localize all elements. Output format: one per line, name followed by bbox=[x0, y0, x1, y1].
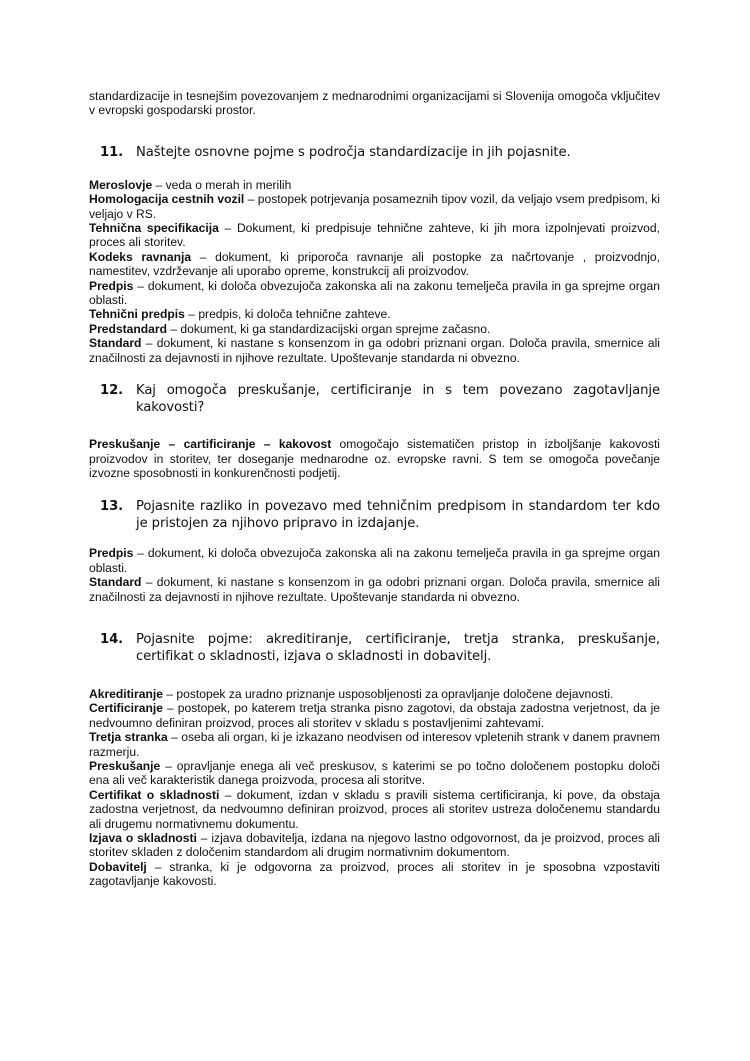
definition-term: Preskušanje bbox=[89, 758, 161, 773]
definition-text: – oseba ali organ, ki je izkazano neodvisen od interesov vpletenih strank v danem pravnem razmerju. bbox=[89, 730, 660, 759]
intro-paragraph: standardizacije in tesnejšim povezovanjem z mednarodnimi organizacijami si Slovenija omogoča vključitev v evropski gospodarski prostor. bbox=[89, 89, 660, 118]
definition-text: – dokument, izdan v skladu s pravili sistema certificiranja, ki pove, da obstaja zadostna verjetnost, da nedvoumno definiran proizvod, proces ali storitev ustreza določenemu standardu ali drugemu normativnemu dokumentu. bbox=[89, 787, 661, 831]
definition-item bbox=[89, 336, 660, 365]
definition-text: – dokument, ki določa obvezujoča zakonska ali na zakonu temelječa pravila in ga sprejme organ oblasti. bbox=[89, 546, 660, 575]
definition-text: – veda o merah in merilih bbox=[152, 177, 292, 192]
definition-term: Predpis bbox=[89, 278, 134, 293]
definition-text: – dokument, ki določa obvezujoča zakonska ali na zakonu temelječa pravila in ga sprejme organ oblasti. bbox=[89, 278, 660, 308]
section-13 bbox=[89, 498, 660, 604]
section-12 bbox=[89, 382, 660, 480]
definition-item bbox=[89, 322, 660, 336]
definition-text: – predpis, ki določa tehnične zahteve. bbox=[184, 307, 391, 322]
definition-text: – stranka, ki je odgovorna za proizvod, proces ali storitev in je sposobna vzpostaviti zagotavljanje kakovosti. bbox=[89, 859, 660, 889]
section-11 bbox=[89, 144, 660, 365]
definition-item bbox=[89, 701, 660, 730]
definition-text: – Dokument, ki predpisuje tehnične zahteve, ki jih mora izpolnjevati proizvod, proces ali storitev. bbox=[89, 221, 660, 250]
definition-item bbox=[89, 192, 660, 221]
question-number: 13. bbox=[100, 499, 124, 515]
definition-item bbox=[89, 178, 660, 192]
definition-term: Standard bbox=[89, 575, 142, 590]
question-number: 12. bbox=[100, 383, 124, 399]
question-text: Pojasnite pojme: akreditiranje, certificiranje, tretja stranka, preskušanje, certifikat o skladnosti, izjava o skladnosti in dobavitelj. bbox=[136, 631, 660, 664]
definition-list bbox=[89, 437, 660, 480]
document-page bbox=[89, 89, 660, 889]
definition-item bbox=[89, 250, 660, 279]
definition-text: – izjava dobavitelja, izdana na njegovo lastno odgovornost, da je proizvod, proces ali storitev skladen z določenim standardom ali drugim normativnim dokumentom. bbox=[89, 831, 660, 860]
section-14 bbox=[89, 631, 660, 889]
definition-item bbox=[89, 831, 660, 860]
question-heading bbox=[89, 498, 660, 532]
definition-term: Dobavitelj bbox=[89, 859, 147, 874]
definition-term: Homologacija cestnih vozil bbox=[89, 192, 245, 207]
definition-list bbox=[89, 546, 660, 604]
definition-term: Tretja stranka bbox=[89, 730, 168, 745]
definition-text: – opravljanje enega ali več preskusov, s katerimi se po točno določenem postopku določi ena ali več karakteristik danega proizvoda, procesa ali storitve. bbox=[89, 758, 660, 788]
definition-term: Predpis bbox=[89, 546, 134, 561]
question-text: Naštejte osnovne pojme s področja standardizacije in jih pojasnite. bbox=[136, 144, 571, 160]
question-text: Kaj omogoča preskušanje, certificiranje in s tem povezano zagotavljanje kakovosti? bbox=[136, 383, 660, 416]
definition-list bbox=[89, 687, 660, 889]
definition-item bbox=[89, 788, 660, 831]
question-number: 14. bbox=[100, 631, 124, 647]
definition-text: omogočajo sistematičen pristop in izboljšanje kakovosti proizvodov in storitev, ter doseganje mednarodne oz. evropske ravni. S tem se omogoča povečanje izvozne sposobnosti in konkurenčnosti podjetij. bbox=[89, 437, 660, 480]
definition-item bbox=[89, 860, 660, 889]
definition-term: Preskušanje – cartificiranje – kakovost bbox=[89, 437, 332, 452]
definition-item bbox=[89, 759, 660, 788]
definition-item bbox=[89, 221, 660, 250]
definition-term: Tehnični predpis bbox=[89, 307, 185, 322]
question-heading bbox=[89, 382, 660, 416]
definition-term: Kodeks ravnanja bbox=[89, 249, 192, 264]
definition-term: Predstandard bbox=[89, 321, 167, 336]
question-heading bbox=[89, 631, 660, 665]
definition-text: – dokument, ki nastane s konsenzom in ga odobri priznani organ. Določa pravila, smernice ali značilnosti za dejavnosti in njihove rezultate. Upoštevanje standarda ni obvezno. bbox=[89, 575, 660, 604]
definition-text: – postopek, po katerem tretja stranka pisno zagotovi, da obstaja zadostna verjetnost, da je nedvoumno definiran proizvod, proces ali storitev v skladu s postavljenimi zahtevami. bbox=[89, 701, 660, 730]
definition-text: – postopek potrjevanja posameznih tipov vozil, da veljajo vsem predpisom, ki veljajo v RS. bbox=[89, 192, 660, 221]
definition-term: Certifikat o skladnosti bbox=[89, 787, 220, 802]
definition-text: – postopek za uradno priznanje usposobljenosti za opravljanje določene dejavnosti. bbox=[162, 686, 614, 701]
definition-text: – dokument, ki ga standardizacijski organ sprejme začasno. bbox=[166, 321, 491, 336]
definition-term: Standard bbox=[89, 336, 142, 351]
definition-text: – dokument, ki nastane s konsenzom in ga odobri priznani organ. Določa pravila, smernice ali značilnosti za dejavnosti in njihove rezultate. Upoštevanje standarda ni obvezno. bbox=[89, 336, 660, 365]
definition-item bbox=[89, 575, 660, 604]
question-number: 11. bbox=[100, 144, 124, 160]
definition-item bbox=[89, 437, 660, 480]
definition-text: – dokument, ki priporoča ravnanje ali postopke za načrtovanje , proizvodnjo, namestitev, vzdrževanje ali uporabo opreme, konstrukcij ali proizvodov. bbox=[89, 249, 660, 279]
definition-term: Izjava o skladnosti bbox=[89, 831, 197, 845]
question-heading bbox=[89, 144, 660, 161]
definition-term: Certificiranje bbox=[89, 701, 163, 716]
question-text: Pojasnite razliko in povezavo med tehničnim predpisom in standardom ter kdo je pristojen za njihovo pripravo in izdajanje. bbox=[136, 499, 660, 532]
definition-item bbox=[89, 687, 660, 701]
definition-term: Meroslovje bbox=[89, 177, 153, 192]
definition-term: Tehnična specifikacija bbox=[89, 221, 219, 236]
definition-item bbox=[89, 730, 660, 759]
definition-term: Akreditiranje bbox=[89, 686, 163, 701]
definition-item bbox=[89, 546, 660, 575]
definition-item bbox=[89, 279, 660, 308]
definition-item bbox=[89, 307, 660, 321]
definition-list bbox=[89, 178, 660, 365]
